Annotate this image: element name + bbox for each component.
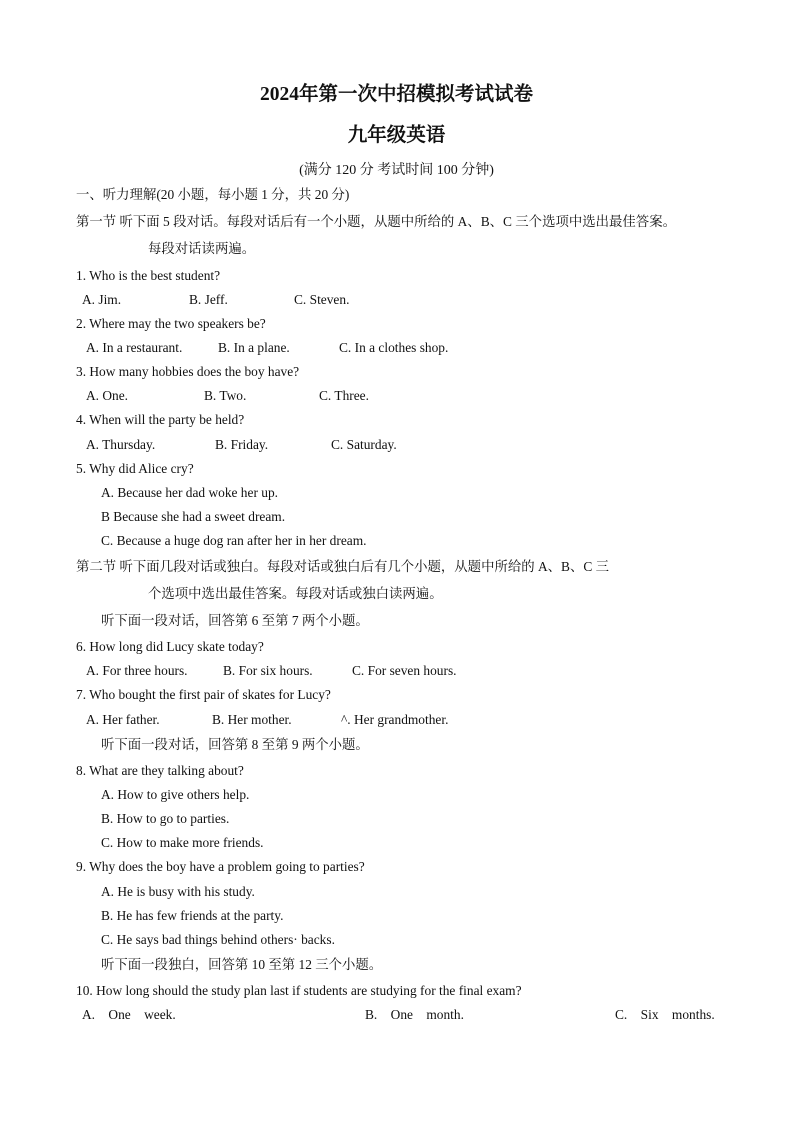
section-heading: 一、听力理解(20 小题，每小题 1 分，共 20 分): [76, 187, 350, 202]
option-c: C. Steven.: [294, 292, 350, 307]
option-b: B. Friday.: [215, 437, 269, 452]
listening-note: 听下面一段对话，回答第 6 至第 7 两个小题。: [101, 613, 369, 628]
exam-info: (满分 120 分 考试时间 100 分钟): [299, 163, 494, 178]
option-c: C. In a clothes shop.: [339, 340, 449, 355]
part2-instruction-2: 个选项中选出最佳答案。每段对话或独白读两遍。: [148, 586, 443, 601]
question-stem: 4. When will the party be held?: [76, 412, 245, 427]
option-a: A. One.: [86, 388, 129, 403]
option-c: C. For seven hours.: [352, 663, 457, 678]
exam-title: 2024年第一次中招模拟考试试卷: [259, 84, 533, 105]
part1-instruction-2: 每段对话读两遍。: [148, 241, 256, 256]
option-a: A. Jim.: [82, 292, 122, 307]
part2-instruction-1: 第二节 听下面几段对话或独白。每段对话或独白后有几个小题，从题中所给的 A、B、C 三: [76, 559, 610, 574]
option-b: B. For six hours.: [223, 663, 313, 678]
question-stem: 10. How long should the study plan last if students are studying for the final exam?: [76, 983, 522, 998]
option-a: A. He is busy with his study.: [101, 884, 255, 899]
option-c: C. Six months.: [615, 1007, 715, 1022]
option-c: C. Three.: [319, 388, 369, 403]
option-c: C. How to make more friends.: [101, 835, 264, 850]
question-stem: 2. Where may the two speakers be?: [76, 316, 266, 331]
question-stem: 8. What are they talking about?: [76, 763, 244, 778]
question-stem: 7. Who bought the first pair of skates for Lucy?: [76, 687, 331, 702]
option-b: B. Her mother.: [212, 712, 292, 727]
question-stem: 6. How long did Lucy skate today?: [76, 639, 264, 654]
listening-note: 听下面一段独白，回答第 10 至第 12 三个小题。: [101, 957, 383, 972]
option-a: A. Because her dad woke her up.: [101, 485, 278, 500]
exam-subtitle: 九年级英语: [347, 125, 446, 146]
option-b: B Because she had a sweet dream.: [101, 509, 286, 524]
option-a: A. One week.: [82, 1007, 176, 1022]
option-b: B. How to go to parties.: [101, 811, 230, 826]
option-b: B. Jeff.: [189, 292, 228, 307]
option-c: C. Saturday.: [331, 437, 397, 452]
option-c: C. Because a huge dog ran after her in her dream.: [101, 533, 367, 548]
option-a: A. How to give others help.: [101, 787, 250, 802]
option-a: A. In a restaurant.: [86, 340, 183, 355]
listening-note: 听下面一段对话，回答第 8 至第 9 两个小题。: [101, 737, 369, 752]
question-stem: 5. Why did Alice cry?: [76, 461, 194, 476]
option-c: C. He says bad things behind others· backs.: [101, 932, 335, 947]
question-stem: 1. Who is the best student?: [76, 268, 221, 283]
option-a: A. Thursday.: [86, 437, 156, 452]
option-a: A. For three hours.: [86, 663, 188, 678]
option-b: B. One month.: [365, 1007, 464, 1022]
option-a: A. Her father.: [86, 712, 160, 727]
option-b: B. He has few friends at the party.: [101, 908, 284, 923]
option-b: B. Two.: [204, 388, 247, 403]
question-stem: 9. Why does the boy have a problem going to parties?: [76, 859, 365, 874]
option-c: ^. Her grandmother.: [341, 712, 449, 727]
part1-instruction-1: 第一节 听下面 5 段对话。每段对话后有一个小题，从题中所给的 A、B、C 三个选项中选出最佳答案。: [76, 214, 676, 229]
question-stem: 3. How many hobbies does the boy have?: [76, 364, 300, 379]
option-b: B. In a plane.: [218, 340, 290, 355]
